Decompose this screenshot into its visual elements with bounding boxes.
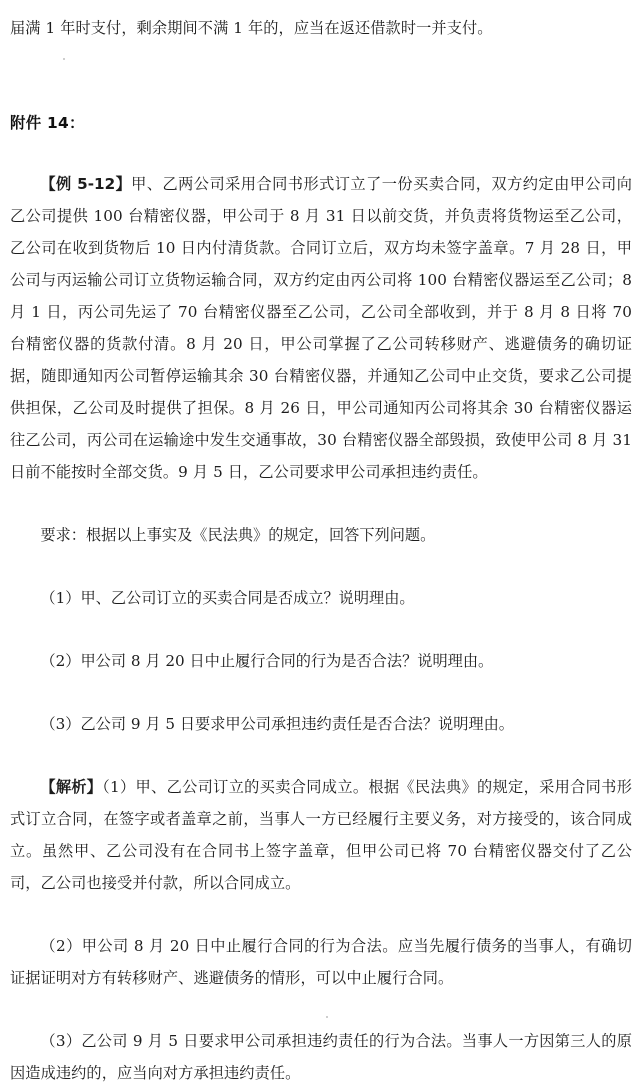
analysis-marker: 【解析】	[40, 778, 103, 796]
question-item	[10, 645, 632, 677]
question-text: 乙公司 9 月 5 日要求甲公司承担违约责任是否合法？说明理由。	[80, 715, 514, 733]
question-label: （2）	[40, 652, 81, 670]
paragraph-gap	[10, 614, 632, 645]
analysis-label: （2）	[40, 937, 82, 955]
analysis-paragraph	[10, 930, 632, 994]
paragraph-gap	[10, 677, 632, 708]
analysis-text: 甲公司 8 月 20 日中止履行合同的行为合法。应当先履行债务的当事人，有确切证据证明对方有转移财产、逃避债务的情形，可以中止履行合同。	[10, 937, 632, 987]
question-label: （3）	[40, 715, 81, 733]
question-item	[10, 582, 632, 614]
question-text: 甲公司 8 月 20 日中止履行合同的行为是否合法？说明理由。	[80, 652, 494, 670]
continuation-paragraph: 届满 1 年时支付，剩余期间不满 1 年的，应当在返还借款时一并支付。	[10, 19, 493, 37]
paragraph-gap	[10, 551, 632, 582]
analysis-label: （3）	[40, 1032, 82, 1050]
paragraph-gap	[10, 488, 632, 519]
top-spacer	[10, 0, 632, 12]
question-text: 甲、乙公司订立的买卖合同是否成立？说明理由。	[80, 589, 415, 607]
question-label: （1）	[40, 589, 81, 607]
analysis-paragraph	[10, 1025, 632, 1089]
question-item	[10, 708, 632, 740]
analysis-text: 甲、乙公司订立的买卖合同成立。根据《民法典》的规定，采用合同书形式订立合同，在签字或者盖章之前，当事人一方已经履行主要义务，对方接受的，该合同成立。虽然甲、乙公司没有在合同书上签字盖章，但甲公司已将 70 台精密仪器交付了乙公司，乙公司也接受并付款，所以合同成立。	[10, 778, 632, 892]
analysis-label: （1）	[102, 778, 136, 796]
paragraph-gap	[10, 994, 632, 1025]
paragraph-gap	[10, 77, 632, 108]
case-paragraph	[10, 168, 632, 488]
paragraph-gap	[10, 899, 632, 930]
page-content	[10, 0, 632, 1089]
requirement-paragraph: 要求：根据以上事实及《民法典》的规定，回答下列问题。	[40, 526, 436, 544]
paragraph-gap	[10, 44, 632, 77]
paragraph-gap	[10, 740, 632, 771]
analysis-paragraph	[10, 771, 632, 899]
case-marker: 【例 5-12】	[40, 175, 132, 193]
analysis-text: 乙公司 9 月 5 日要求甲公司承担违约责任的行为合法。当事人一方因第三人的原因造成违约的，应当向对方承担违约责任。	[10, 1032, 632, 1082]
attachment-heading: 附件 14：	[10, 114, 85, 132]
case-body: 甲、乙两公司采用合同书形式订立了一份买卖合同，双方约定由甲公司向乙公司提供 100 台精密仪器，甲公司于 8 月 31 日以前交货，并负责将货物运至乙公司，乙公司在收到货物后 10 日内付清货款。合同订立后，双方均未签字盖章。7 月 28 日，甲公司与丙运输公司订立货物运输合同，双方约定由丙公司将 100 台精密仪器运至乙公司；8 月 1 日，丙公司先运了 70 台精密仪器至乙公司，乙公司全部收到，并于 8 月 8 日将 70 台精密仪器的货款付清。8 月 20 日，甲公司掌握了乙公司转移财产、逃避债务的确切证据，随即通知丙公司暂停运输其余 30 台精密仪器，并通知乙公司中止交货，要求乙公司提供担保，乙公司及时提供了担保。8 月 26 日，甲公司通知丙公司将其余 30 台精密仪器运往乙公司，丙公司在运输途中发生交通事故，30 台精密仪器全部毁损，致使甲公司 8 月 31 日前不能按时全部交货。9 月 5 日，乙公司要求甲公司承担违约责任。	[10, 175, 633, 481]
paragraph-gap	[10, 138, 632, 168]
